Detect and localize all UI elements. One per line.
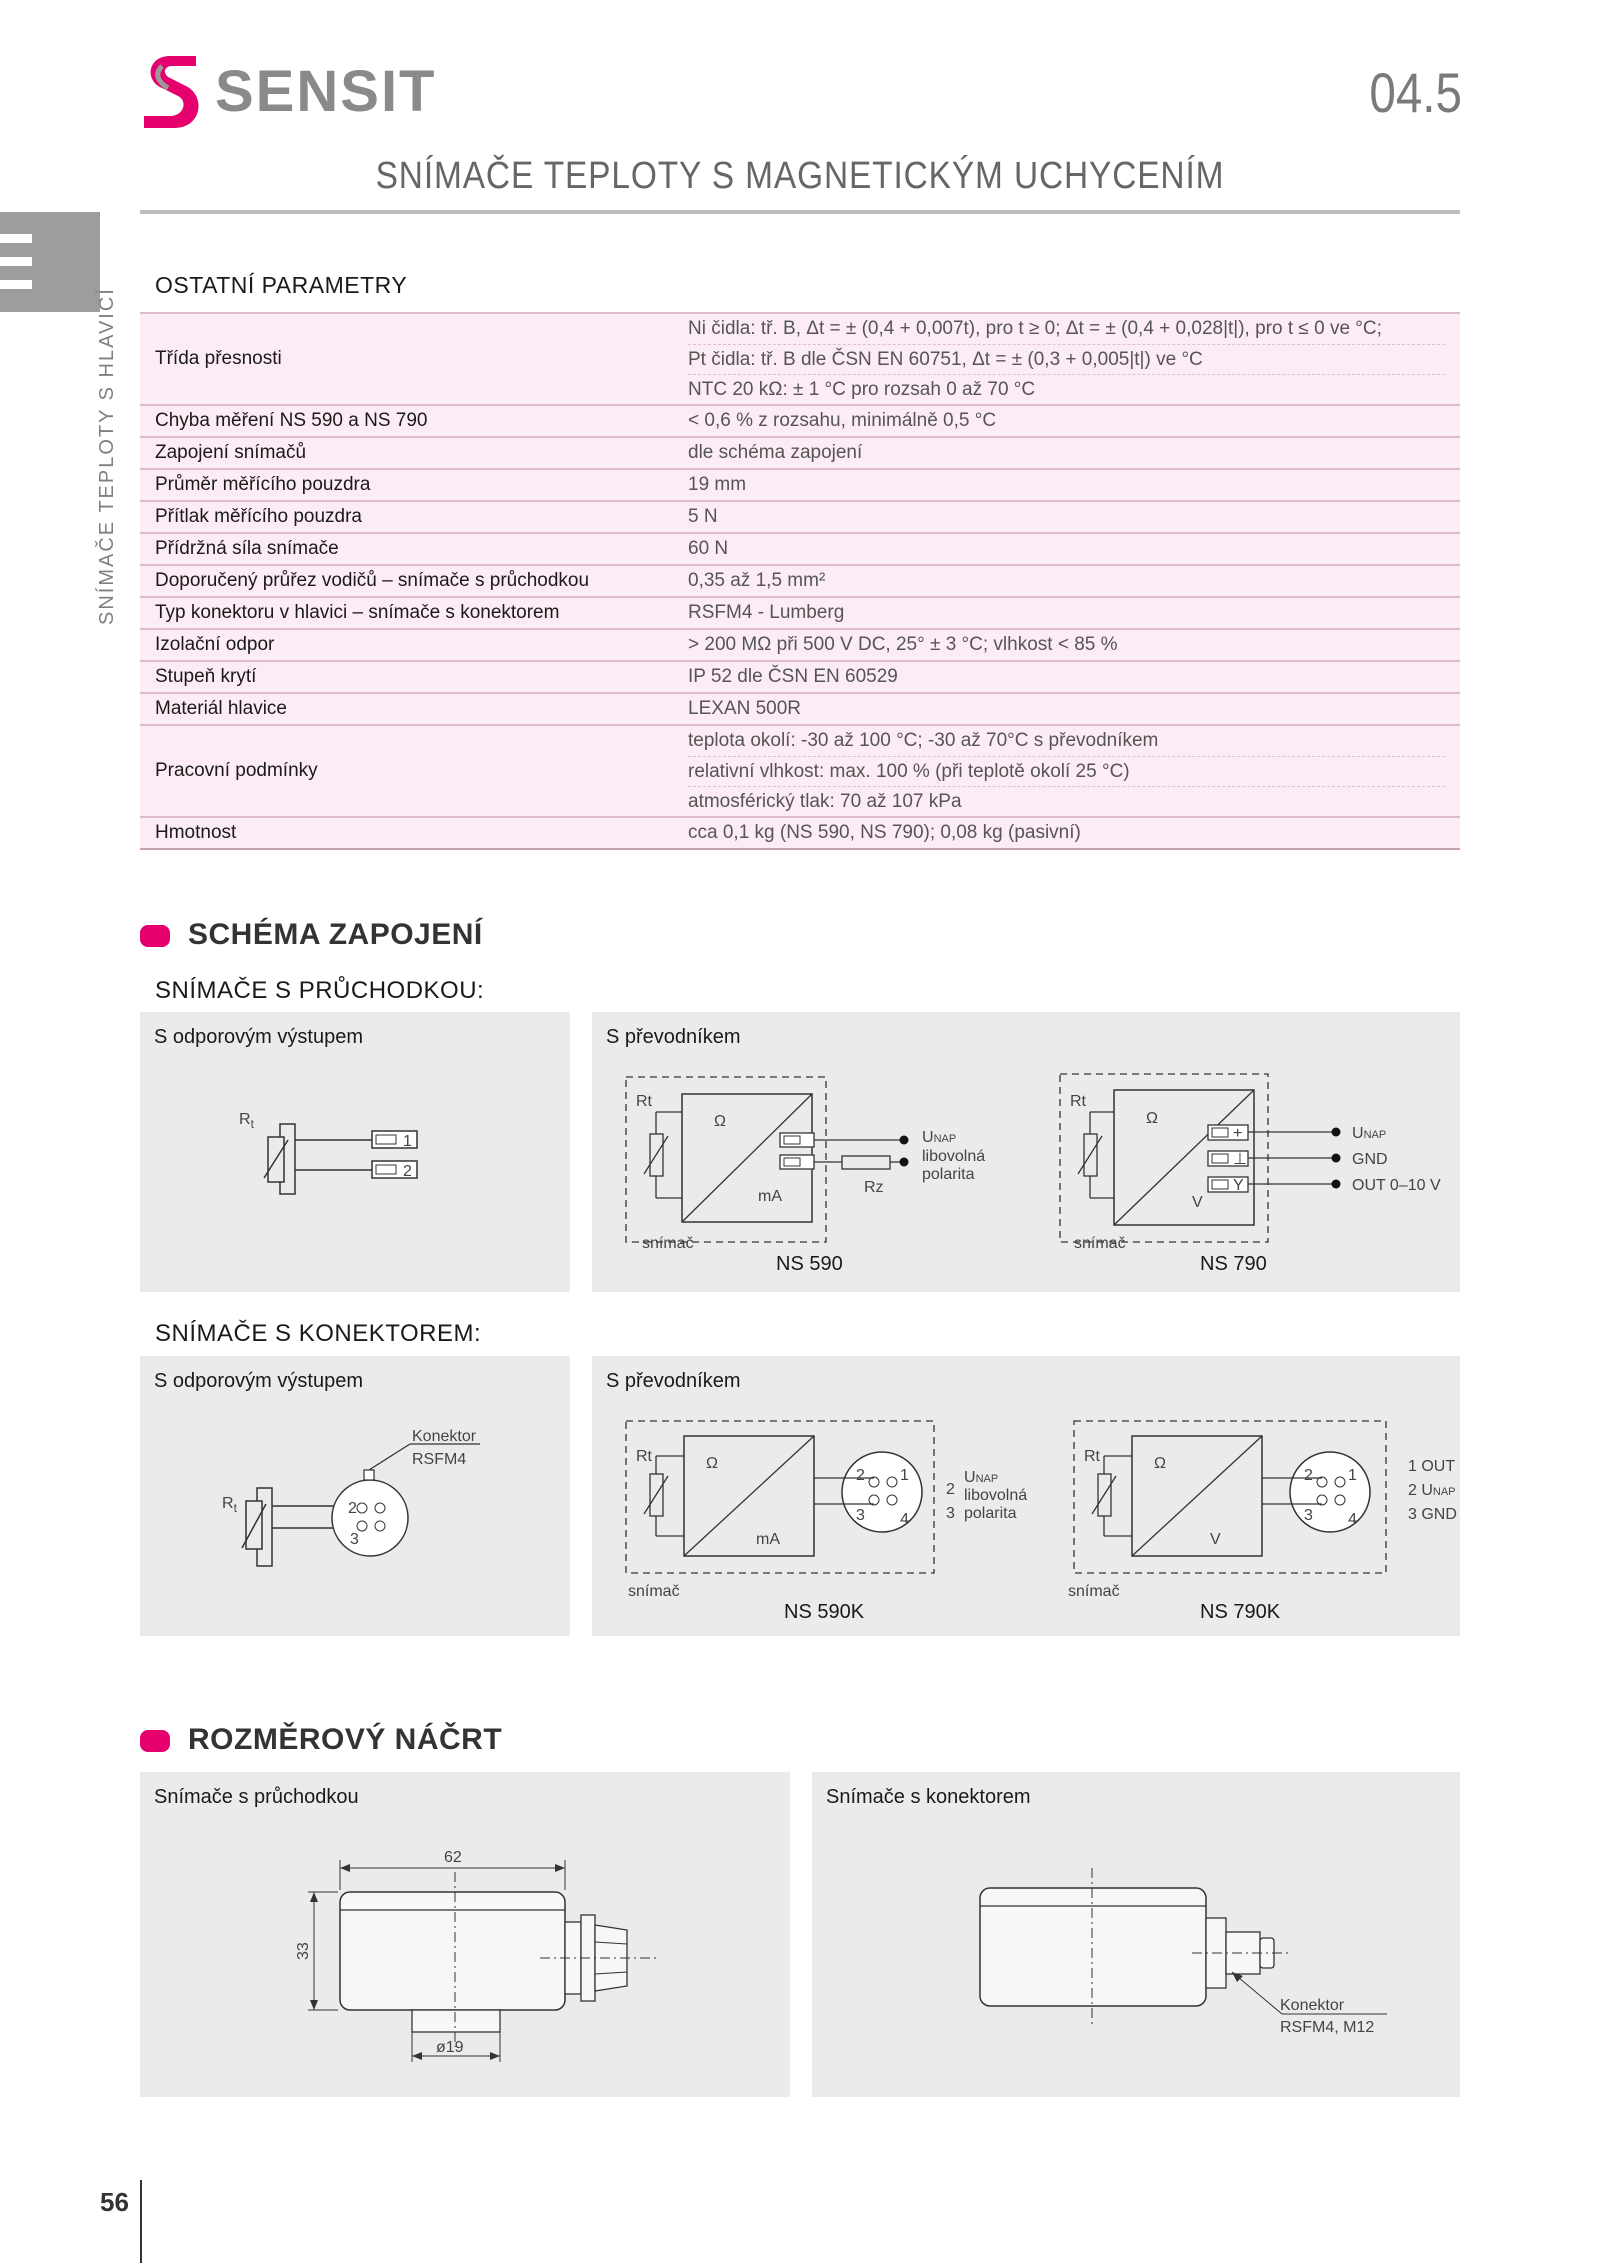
pin-2-label: 2 — [348, 1500, 357, 1517]
param-value — [673, 313, 1460, 405]
group-connector-heading: SNÍMAČE S KONEKTOREM: — [155, 1320, 482, 1347]
params-heading: OSTATNÍ PARAMETRY — [155, 272, 408, 298]
sensor-label: snímač — [1068, 1583, 1120, 1600]
page-code: 04.5 — [1369, 61, 1462, 124]
param-value-line: teplota okolí: -30 až 100 °C; -30 až 70°C s převodníkem — [688, 730, 1159, 751]
v-label: V — [1192, 1194, 1203, 1211]
param-value — [673, 693, 1460, 725]
pin-3-label: 3 — [946, 1505, 955, 1522]
panel-connector-converter — [592, 1356, 1460, 1636]
ground-symbol: ⊥ — [1233, 1151, 1247, 1168]
pin-1-label: 1 — [900, 1467, 909, 1484]
pin-2-label: 2 — [403, 1163, 412, 1180]
dimension-drawing-gland — [140, 1772, 790, 2097]
pin-1-label: 1 — [403, 1133, 412, 1150]
omega-label: Ω — [1146, 1110, 1158, 1127]
param-value-line: < 0,6 % z rozsahu, minimálně 0,5 °C — [688, 410, 997, 431]
sensor-label: snímač — [642, 1235, 694, 1252]
rt-label: Rt — [636, 1448, 652, 1465]
param-name: Materiál hlavice — [140, 693, 673, 725]
panel-label: S převodníkem — [606, 1026, 741, 1048]
model-ns790: NS 790 — [1200, 1253, 1267, 1275]
ma-label: mA — [756, 1531, 780, 1548]
param-row — [140, 661, 1460, 693]
sensor-label: snímač — [628, 1583, 680, 1600]
unap-label: UNAP — [964, 1469, 999, 1486]
group-gland-heading: SNÍMAČE S PRŮCHODKOU: — [155, 977, 485, 1004]
param-row — [140, 817, 1460, 849]
dimension-drawing-connector — [812, 1772, 1460, 2097]
page-title: SNÍMAČE TEPLOTY S MAGNETICKÝM UCHYCENÍM — [375, 155, 1225, 197]
omega-label: Ω — [706, 1455, 718, 1472]
ma-label: mA — [758, 1188, 782, 1205]
param-row — [140, 565, 1460, 597]
pin-out-label: 1 OUT — [1408, 1458, 1456, 1475]
rt-label: Rt — [636, 1093, 652, 1110]
param-value-line: Pt čidla: tř. B dle ČSN EN 60751, Δt = ± (0,3 + 0,005|t|) ve °C — [688, 344, 1445, 374]
param-row — [140, 629, 1460, 661]
param-row — [140, 501, 1460, 533]
param-value-line: 5 N — [688, 506, 718, 527]
param-value-line: RSFM4 - Lumberg — [688, 602, 845, 623]
param-name: Stupeň krytí — [140, 661, 673, 693]
param-name: Doporučený průřez vodičů – snímače s průchodkou — [140, 565, 673, 597]
param-name: Třída přesnosti — [140, 313, 673, 405]
param-row — [140, 533, 1460, 565]
wiring-diagram-converter — [592, 1012, 1460, 1292]
param-name: Zapojení snímačů — [140, 437, 673, 469]
panel-dim-connector — [812, 1772, 1460, 2097]
param-value-line: 19 mm — [688, 474, 747, 495]
param-value-line: relativní vlhkost: max. 100 % (při teplotě okolí 25 °C) — [688, 756, 1445, 786]
side-tab-bar — [0, 257, 32, 266]
panel-connector-resistive — [140, 1356, 570, 1636]
pin-2-label: 2 — [1304, 1467, 1313, 1484]
connector-label-2: RSFM4 — [412, 1451, 467, 1468]
panel-gland-resistive — [140, 1012, 570, 1292]
dimensions-title: ROZMĚROVÝ NÁČRT — [188, 1723, 503, 1756]
model-ns790k: NS 790K — [1200, 1601, 1281, 1623]
params-table — [140, 312, 1460, 850]
dim-height: 33 — [295, 1942, 312, 1960]
pin-3-label: 3 — [856, 1507, 865, 1524]
pin-3-label: 3 — [350, 1531, 359, 1548]
section-bullet — [140, 925, 170, 947]
param-value-line: cca 0,1 kg (NS 590, NS 790); 0,08 kg (pasivní) — [688, 822, 1081, 843]
param-name: Hmotnost — [140, 817, 673, 849]
panel-label: S převodníkem — [606, 1370, 741, 1392]
panel-gland-converter — [592, 1012, 1460, 1292]
param-value — [673, 661, 1460, 693]
param-row — [140, 469, 1460, 501]
param-row — [140, 313, 1460, 405]
omega-label: Ω — [1154, 1455, 1166, 1472]
panel-label: Snímače s konektorem — [826, 1786, 1031, 1808]
side-tab-bar — [0, 280, 32, 289]
rz-label: Rz — [864, 1179, 884, 1196]
pin-gnd-label: 3 GND — [1408, 1506, 1457, 1523]
dim-diameter: ø19 — [436, 2039, 464, 2056]
gnd-label: GND — [1352, 1151, 1388, 1168]
connector-label-2: RSFM4, M12 — [1280, 2019, 1375, 2036]
rt-label: $R_t$ — [239, 1111, 254, 1131]
model-ns590k: NS 590K — [784, 1601, 865, 1623]
page-number-divider — [140, 2180, 142, 2263]
panel-label: S odporovým výstupem — [154, 1026, 363, 1048]
param-value-line: Ni čidla: tř. B, Δt = ± (0,4 + 0,007t), pro t ≥ 0; Δt = ± (0,4 + 0,028|t|), pro t ≤ 0 ve °C; — [688, 318, 1382, 339]
connector-label-1: Konektor — [1280, 1997, 1345, 2014]
pin-4-label: 4 — [1348, 1511, 1357, 1528]
param-value-line: > 200 MΩ při 500 V DC, 25° ± 3 °C; vlhkost < 85 % — [688, 634, 1118, 655]
panel-label: Snímače s průchodkou — [154, 1786, 359, 1808]
section-bullet — [140, 1730, 170, 1752]
side-tab-bar — [0, 234, 32, 243]
title-divider — [140, 210, 1460, 214]
connector-label-1: Konektor — [412, 1428, 477, 1445]
param-value-line: IP 52 dle ČSN EN 60529 — [688, 666, 898, 687]
param-value — [673, 817, 1460, 849]
param-name: Pracovní podmínky — [140, 725, 673, 817]
param-name: Chyba měření NS 590 a NS 790 — [140, 405, 673, 437]
param-row — [140, 725, 1460, 817]
param-name: Izolační odpor — [140, 629, 673, 661]
pin-1-label: 1 — [1348, 1467, 1357, 1484]
pin-3-label: 3 — [1304, 1507, 1313, 1524]
param-value — [673, 725, 1460, 817]
unap-label: UNAP — [922, 1129, 957, 1146]
model-ns590: NS 590 — [776, 1253, 843, 1275]
param-name: Typ konektoru v hlavici – snímače s konektorem — [140, 597, 673, 629]
rt-label: Rt — [1084, 1448, 1100, 1465]
polarity-label-2: polarita — [964, 1505, 1017, 1522]
side-section-label: SNÍMAČE TEPLOTY S HLAVICÍ — [96, 287, 118, 625]
polarity-label-1: libovolná — [964, 1487, 1028, 1504]
pin-2-label: 2 — [946, 1481, 955, 1498]
pin-2-label: 2 — [856, 1467, 865, 1484]
param-value — [673, 565, 1460, 597]
plus-symbol: + — [1233, 1125, 1243, 1142]
dim-width: 62 — [444, 1849, 462, 1866]
pin-unap-label: 2 UNAP — [1408, 1482, 1456, 1499]
param-value-line: 60 N — [688, 538, 729, 559]
param-value — [673, 469, 1460, 501]
panel-label: S odporovým výstupem — [154, 1370, 363, 1392]
param-value-line: 0,35 až 1,5 mm² — [688, 570, 826, 591]
param-value — [673, 629, 1460, 661]
page-number: 56 — [100, 2187, 129, 2217]
wiring-diagram-resistive — [140, 1012, 570, 1292]
pin-4-label: 4 — [900, 1511, 909, 1528]
param-row — [140, 405, 1460, 437]
polarity-label-2: polarita — [922, 1166, 975, 1183]
param-value — [673, 405, 1460, 437]
param-row — [140, 597, 1460, 629]
out-label: OUT 0–10 V — [1352, 1177, 1441, 1194]
param-value-line: atmosférický tlak: 70 až 107 kPa — [688, 786, 1445, 816]
param-name: Přídržná síla snímače — [140, 533, 673, 565]
param-value — [673, 533, 1460, 565]
panel-dim-gland — [140, 1772, 790, 2097]
wiring-diagram-connector-resistive — [140, 1356, 570, 1636]
param-value — [673, 437, 1460, 469]
param-name: Průměr měřícího pouzdra — [140, 469, 673, 501]
unap-label: UNAP — [1352, 1125, 1387, 1142]
sensor-label: snímač — [1074, 1235, 1126, 1252]
rt-label: $R_t$ — [222, 1495, 237, 1515]
param-value-line: LEXAN 500R — [688, 698, 802, 719]
param-value — [673, 597, 1460, 629]
param-value — [673, 501, 1460, 533]
v-label: V — [1210, 1531, 1221, 1548]
polarity-label-1: libovolná — [922, 1148, 986, 1165]
param-value-line: NTC 20 kΩ: ± 1 °C pro rozsah 0 až 70 °C — [688, 374, 1445, 404]
wiring-title: SCHÉMA ZAPOJENÍ — [188, 918, 483, 951]
rt-label: Rt — [1070, 1093, 1086, 1110]
param-value-line: dle schéma zapojení — [688, 442, 863, 463]
param-row — [140, 693, 1460, 725]
wiring-diagram-connector-converter — [592, 1356, 1460, 1636]
logo-wordmark: SENSIT — [215, 59, 437, 124]
param-row — [140, 437, 1460, 469]
y-symbol: Y — [1233, 1177, 1244, 1194]
omega-label: Ω — [714, 1113, 726, 1130]
param-name: Přítlak měřícího pouzdra — [140, 501, 673, 533]
